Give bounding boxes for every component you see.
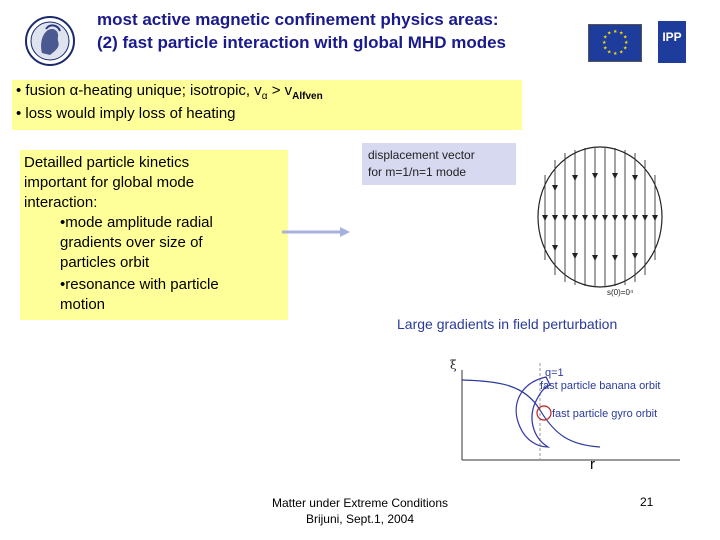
svg-text:★: ★ — [619, 49, 624, 56]
kinetics-line: interaction: — [24, 194, 98, 211]
ipp-logo — [658, 21, 686, 63]
eu-flag-logo — [588, 24, 642, 62]
svg-text:★: ★ — [623, 34, 628, 41]
kinetics-line: particles orbit — [60, 254, 150, 271]
r-axis-label: r — [590, 456, 595, 473]
slide-title — [97, 8, 587, 54]
title-line-2: (2) fast particle interaction with global MHD modes — [97, 33, 506, 52]
bullet-loss-heating: • loss would imply loss of heating — [16, 105, 236, 122]
kinetics-line: motion — [60, 296, 106, 313]
gradient-caption: Large gradients in field perturbation — [397, 316, 618, 332]
kinetics-line: •mode amplitude radial — [60, 214, 213, 231]
displacement-line-1: displacement vector — [368, 148, 475, 162]
footer — [240, 495, 480, 527]
svg-text:★: ★ — [613, 29, 618, 35]
orbit-diagram — [440, 355, 680, 475]
intro-bullets — [12, 80, 522, 130]
orbit-ylabel: ξ — [450, 358, 457, 372]
page-number: 21 — [640, 495, 654, 509]
gyro-orbit-label: fast particle gyro orbit — [552, 408, 658, 420]
svg-text:★: ★ — [603, 45, 608, 52]
svg-text:★: ★ — [623, 45, 628, 52]
svg-text:s(0)=0⁴: s(0)=0⁴ — [607, 288, 634, 297]
q-label: q=1 — [545, 367, 564, 379]
svg-text:★: ★ — [602, 40, 607, 46]
kinetics-line: gradients over size of — [60, 234, 203, 251]
svg-text:IPP: IPP — [662, 30, 682, 44]
displacement-vector-plot — [525, 145, 675, 300]
svg-text:★: ★ — [613, 51, 618, 57]
kinetics-line: •resonance with particle — [60, 276, 219, 293]
mpg-minerva-logo — [24, 15, 76, 67]
svg-text:★: ★ — [624, 40, 629, 46]
title-line-1: most active magnetic confinement physics areas: — [97, 10, 499, 29]
banana-orbit-label: fast particle banana orbit — [540, 380, 661, 392]
svg-text:★: ★ — [607, 30, 612, 37]
svg-text:★: ★ — [619, 30, 624, 37]
displacement-caption-box — [362, 143, 516, 185]
arrow-icon — [282, 224, 352, 240]
displacement-line-2: for m=1/n=1 mode — [368, 165, 467, 179]
kinetics-line: important for global mode — [24, 174, 195, 191]
footer-line-1: Matter under Extreme Conditions — [271, 496, 449, 510]
kinetics-line: Detailled particle kinetics — [24, 154, 190, 171]
svg-text:★: ★ — [603, 34, 608, 41]
svg-text:★: ★ — [607, 49, 612, 56]
bullet-alpha-heating: • fusion α-heating unique; isotropic, $v_\alpha > v_{Alfven}$ — [16, 82, 323, 102]
footer-line-2: Brijuni, Sept.1, 2004 — [305, 512, 415, 526]
kinetics-box — [20, 150, 288, 320]
